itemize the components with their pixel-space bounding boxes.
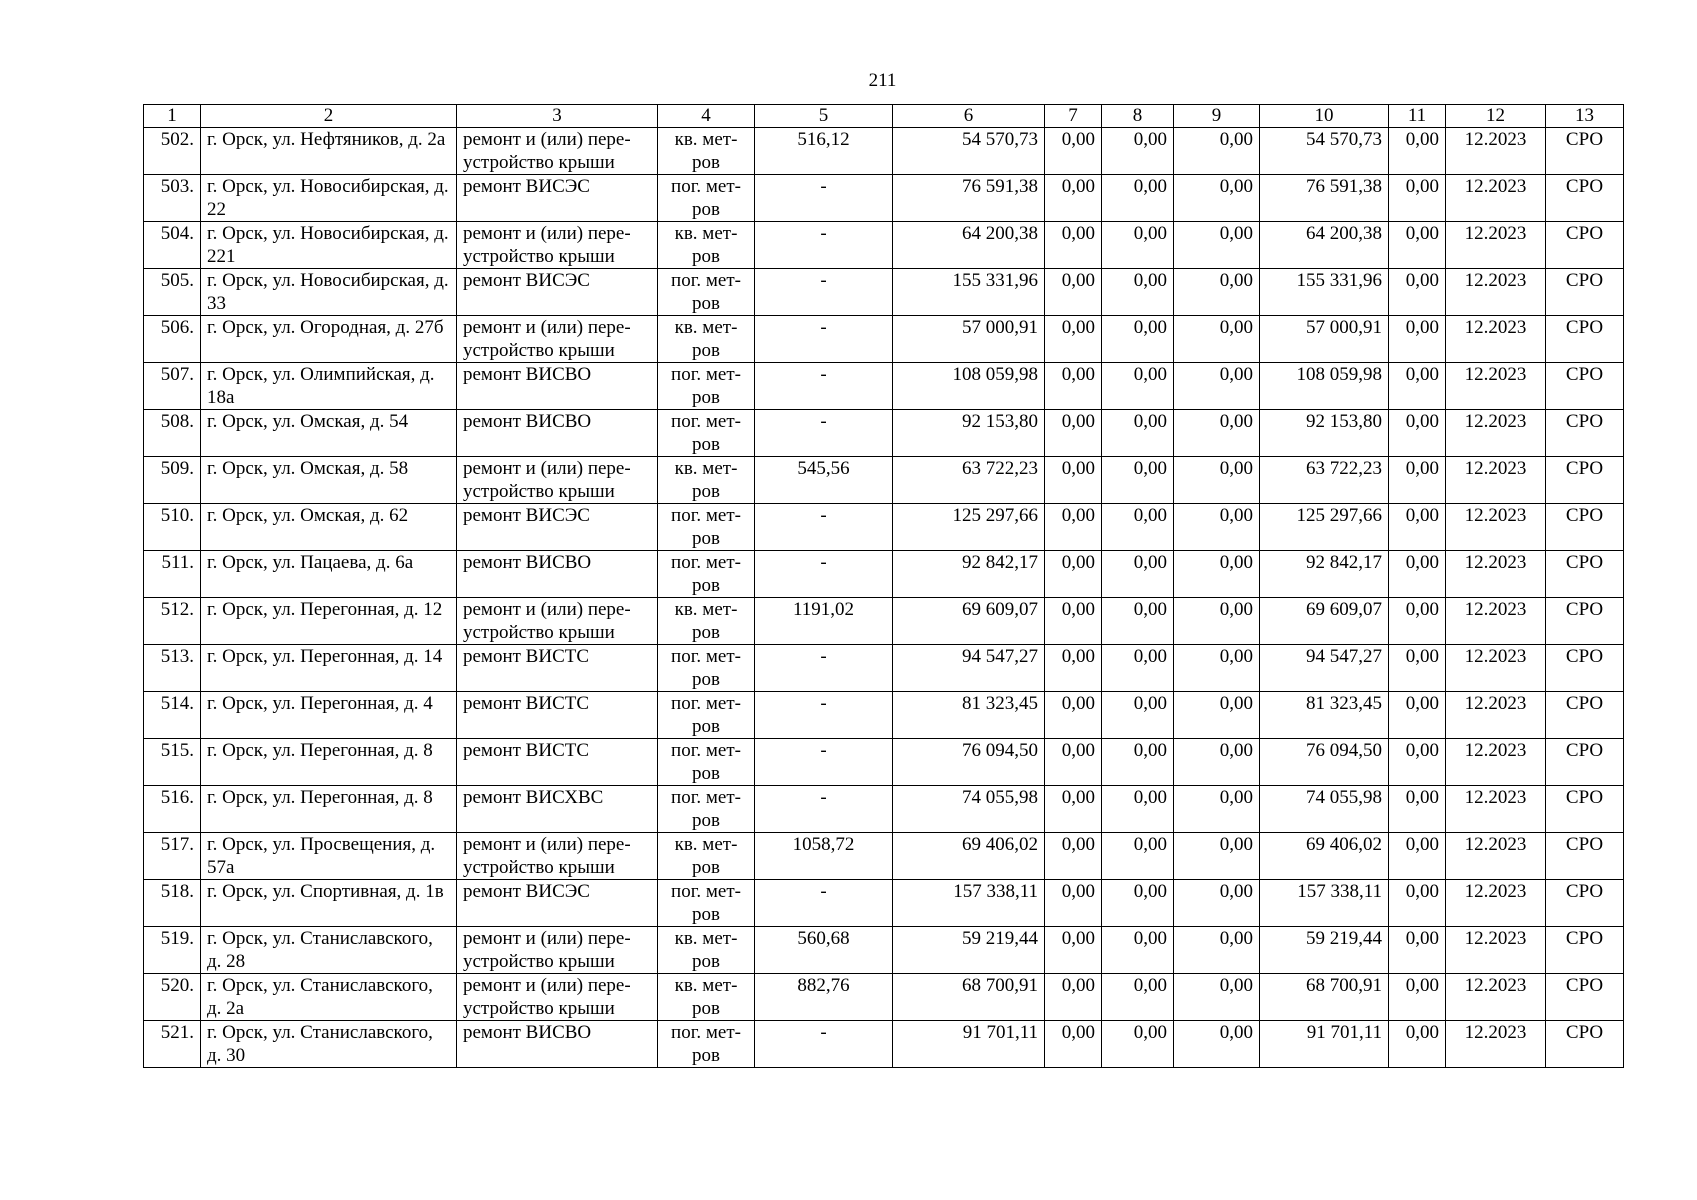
column-header-10: 10 — [1260, 105, 1389, 128]
address-cell: г. Орск, ул. Омская, д. 54 — [201, 410, 457, 457]
organization-cell: СРО — [1546, 880, 1624, 927]
quantity-cell: 545,56 — [755, 457, 893, 504]
unit-cell: пог. метров — [658, 692, 755, 739]
table-row — [144, 457, 1624, 504]
address-cell: г. Орск, ул. Перегонная, д. 8 — [201, 739, 457, 786]
table-body — [144, 128, 1624, 1068]
col9-cell: 0,00 — [1174, 833, 1260, 880]
table-row — [144, 504, 1624, 551]
work-type-cell: ремонт и (или) переустройство крыши — [457, 598, 658, 645]
col11-cell: 0,00 — [1389, 363, 1446, 410]
row-number-cell: 502. — [144, 128, 201, 175]
col8-cell: 0,00 — [1102, 410, 1174, 457]
column-header-4: 4 — [658, 105, 755, 128]
col8-cell: 0,00 — [1102, 974, 1174, 1021]
row-number-cell: 516. — [144, 786, 201, 833]
quantity-cell: 1191,02 — [755, 598, 893, 645]
table-row — [144, 363, 1624, 410]
address-cell: г. Орск, ул. Станиславского, д. 30 — [201, 1021, 457, 1068]
unit-cell: кв. метров — [658, 128, 755, 175]
table-row — [144, 833, 1624, 880]
col10-cell: 92 153,80 — [1260, 410, 1389, 457]
col9-cell: 0,00 — [1174, 880, 1260, 927]
row-number-cell: 510. — [144, 504, 201, 551]
quantity-cell: - — [755, 786, 893, 833]
address-cell: г. Орск, ул. Новосибирская, д. 33 — [201, 269, 457, 316]
column-header-6: 6 — [893, 105, 1045, 128]
col10-cell: 92 842,17 — [1260, 551, 1389, 598]
address-cell: г. Орск, ул. Просвещения, д. 57а — [201, 833, 457, 880]
date-cell: 12.2023 — [1446, 222, 1546, 269]
column-header-1: 1 — [144, 105, 201, 128]
col8-cell: 0,00 — [1102, 504, 1174, 551]
unit-cell: пог. метров — [658, 410, 755, 457]
quantity-cell: - — [755, 880, 893, 927]
col10-cell: 91 701,11 — [1260, 1021, 1389, 1068]
table-row — [144, 880, 1624, 927]
address-cell: г. Орск, ул. Пацаева, д. 6а — [201, 551, 457, 598]
cost-cell: 69 406,02 — [893, 833, 1045, 880]
cost-cell: 155 331,96 — [893, 269, 1045, 316]
table-row — [144, 739, 1624, 786]
col11-cell: 0,00 — [1389, 504, 1446, 551]
cost-cell: 68 700,91 — [893, 974, 1045, 1021]
date-cell: 12.2023 — [1446, 175, 1546, 222]
col7-cell: 0,00 — [1045, 786, 1102, 833]
col7-cell: 0,00 — [1045, 457, 1102, 504]
column-header-11: 11 — [1389, 105, 1446, 128]
col7-cell: 0,00 — [1045, 1021, 1102, 1068]
organization-cell: СРО — [1546, 457, 1624, 504]
col8-cell: 0,00 — [1102, 128, 1174, 175]
date-cell: 12.2023 — [1446, 551, 1546, 598]
table-row — [144, 598, 1624, 645]
address-cell: г. Орск, ул. Омская, д. 58 — [201, 457, 457, 504]
date-cell: 12.2023 — [1446, 974, 1546, 1021]
date-cell: 12.2023 — [1446, 1021, 1546, 1068]
date-cell: 12.2023 — [1446, 316, 1546, 363]
unit-cell: пог. метров — [658, 880, 755, 927]
table-row — [144, 222, 1624, 269]
organization-cell: СРО — [1546, 269, 1624, 316]
date-cell: 12.2023 — [1446, 692, 1546, 739]
quantity-cell: - — [755, 692, 893, 739]
col8-cell: 0,00 — [1102, 551, 1174, 598]
work-type-cell: ремонт и (или) переустройство крыши — [457, 974, 658, 1021]
col9-cell: 0,00 — [1174, 598, 1260, 645]
date-cell: 12.2023 — [1446, 645, 1546, 692]
work-type-cell: ремонт ВИСВО — [457, 1021, 658, 1068]
organization-cell: СРО — [1546, 363, 1624, 410]
col7-cell: 0,00 — [1045, 833, 1102, 880]
quantity-cell: - — [755, 645, 893, 692]
col7-cell: 0,00 — [1045, 128, 1102, 175]
address-cell: г. Орск, ул. Станиславского, д. 2а — [201, 974, 457, 1021]
work-type-cell: ремонт ВИСТС — [457, 692, 658, 739]
col8-cell: 0,00 — [1102, 645, 1174, 692]
work-type-cell: ремонт ВИСХВС — [457, 786, 658, 833]
col10-cell: 76 094,50 — [1260, 739, 1389, 786]
col11-cell: 0,00 — [1389, 457, 1446, 504]
work-type-cell: ремонт ВИСВО — [457, 551, 658, 598]
row-number-cell: 507. — [144, 363, 201, 410]
address-cell: г. Орск, ул. Перегонная, д. 4 — [201, 692, 457, 739]
cost-cell: 63 722,23 — [893, 457, 1045, 504]
unit-cell: кв. метров — [658, 598, 755, 645]
address-cell: г. Орск, ул. Огородная, д. 27б — [201, 316, 457, 363]
cost-cell: 157 338,11 — [893, 880, 1045, 927]
col11-cell: 0,00 — [1389, 175, 1446, 222]
col8-cell: 0,00 — [1102, 363, 1174, 410]
column-header-13: 13 — [1546, 105, 1624, 128]
date-cell: 12.2023 — [1446, 598, 1546, 645]
col11-cell: 0,00 — [1389, 880, 1446, 927]
cost-cell: 57 000,91 — [893, 316, 1045, 363]
row-number-cell: 518. — [144, 880, 201, 927]
work-type-cell: ремонт и (или) переустройство крыши — [457, 128, 658, 175]
col9-cell: 0,00 — [1174, 457, 1260, 504]
col11-cell: 0,00 — [1389, 410, 1446, 457]
col9-cell: 0,00 — [1174, 316, 1260, 363]
address-cell: г. Орск, ул. Омская, д. 62 — [201, 504, 457, 551]
work-type-cell: ремонт ВИСЭС — [457, 880, 658, 927]
column-header-3: 3 — [457, 105, 658, 128]
col9-cell: 0,00 — [1174, 645, 1260, 692]
unit-cell: кв. метров — [658, 974, 755, 1021]
organization-cell: СРО — [1546, 974, 1624, 1021]
col11-cell: 0,00 — [1389, 269, 1446, 316]
unit-cell: пог. метров — [658, 739, 755, 786]
date-cell: 12.2023 — [1446, 880, 1546, 927]
repair-schedule-table — [143, 104, 1624, 1068]
organization-cell: СРО — [1546, 551, 1624, 598]
table-row — [144, 692, 1624, 739]
col7-cell: 0,00 — [1045, 880, 1102, 927]
col10-cell: 54 570,73 — [1260, 128, 1389, 175]
table-row — [144, 645, 1624, 692]
organization-cell: СРО — [1546, 692, 1624, 739]
col8-cell: 0,00 — [1102, 1021, 1174, 1068]
unit-cell: кв. метров — [658, 457, 755, 504]
column-header-5: 5 — [755, 105, 893, 128]
row-number-cell: 503. — [144, 175, 201, 222]
col11-cell: 0,00 — [1389, 833, 1446, 880]
work-type-cell: ремонт ВИСТС — [457, 739, 658, 786]
col11-cell: 0,00 — [1389, 1021, 1446, 1068]
organization-cell: СРО — [1546, 598, 1624, 645]
organization-cell: СРО — [1546, 739, 1624, 786]
unit-cell: кв. метров — [658, 316, 755, 363]
col10-cell: 94 547,27 — [1260, 645, 1389, 692]
unit-cell: пог. метров — [658, 645, 755, 692]
quantity-cell: - — [755, 739, 893, 786]
quantity-cell: - — [755, 363, 893, 410]
col7-cell: 0,00 — [1045, 974, 1102, 1021]
unit-cell: пог. метров — [658, 504, 755, 551]
col10-cell: 157 338,11 — [1260, 880, 1389, 927]
col11-cell: 0,00 — [1389, 739, 1446, 786]
quantity-cell: - — [755, 410, 893, 457]
unit-cell: пог. метров — [658, 363, 755, 410]
date-cell: 12.2023 — [1446, 927, 1546, 974]
cost-cell: 125 297,66 — [893, 504, 1045, 551]
date-cell: 12.2023 — [1446, 410, 1546, 457]
column-header-2: 2 — [201, 105, 457, 128]
row-number-cell: 505. — [144, 269, 201, 316]
col7-cell: 0,00 — [1045, 598, 1102, 645]
row-number-cell: 519. — [144, 927, 201, 974]
unit-cell: пог. метров — [658, 551, 755, 598]
col11-cell: 0,00 — [1389, 786, 1446, 833]
quantity-cell: 1058,72 — [755, 833, 893, 880]
col7-cell: 0,00 — [1045, 645, 1102, 692]
work-type-cell: ремонт ВИСЭС — [457, 504, 658, 551]
organization-cell: СРО — [1546, 410, 1624, 457]
work-type-cell: ремонт ВИСЭС — [457, 269, 658, 316]
unit-cell: кв. метров — [658, 833, 755, 880]
col10-cell: 76 591,38 — [1260, 175, 1389, 222]
date-cell: 12.2023 — [1446, 786, 1546, 833]
cost-cell: 76 591,38 — [893, 175, 1045, 222]
work-type-cell: ремонт и (или) переустройство крыши — [457, 457, 658, 504]
address-cell: г. Орск, ул. Нефтяников, д. 2а — [201, 128, 457, 175]
col11-cell: 0,00 — [1389, 974, 1446, 1021]
row-number-cell: 515. — [144, 739, 201, 786]
col7-cell: 0,00 — [1045, 551, 1102, 598]
work-type-cell: ремонт и (или) переустройство крыши — [457, 833, 658, 880]
row-number-cell: 506. — [144, 316, 201, 363]
cost-cell: 91 701,11 — [893, 1021, 1045, 1068]
row-number-cell: 513. — [144, 645, 201, 692]
organization-cell: СРО — [1546, 504, 1624, 551]
cost-cell: 54 570,73 — [893, 128, 1045, 175]
quantity-cell: - — [755, 269, 893, 316]
date-cell: 12.2023 — [1446, 269, 1546, 316]
cost-cell: 69 609,07 — [893, 598, 1045, 645]
col8-cell: 0,00 — [1102, 222, 1174, 269]
table-row — [144, 974, 1624, 1021]
col9-cell: 0,00 — [1174, 739, 1260, 786]
work-type-cell: ремонт и (или) переустройство крыши — [457, 222, 658, 269]
cost-cell: 92 153,80 — [893, 410, 1045, 457]
col9-cell: 0,00 — [1174, 551, 1260, 598]
col8-cell: 0,00 — [1102, 598, 1174, 645]
cost-cell: 81 323,45 — [893, 692, 1045, 739]
quantity-cell: - — [755, 222, 893, 269]
work-type-cell: ремонт ВИСТС — [457, 645, 658, 692]
col11-cell: 0,00 — [1389, 128, 1446, 175]
col10-cell: 69 406,02 — [1260, 833, 1389, 880]
col7-cell: 0,00 — [1045, 692, 1102, 739]
col7-cell: 0,00 — [1045, 739, 1102, 786]
col7-cell: 0,00 — [1045, 363, 1102, 410]
organization-cell: СРО — [1546, 128, 1624, 175]
organization-cell: СРО — [1546, 927, 1624, 974]
col7-cell: 0,00 — [1045, 269, 1102, 316]
table-row — [144, 175, 1624, 222]
quantity-cell: - — [755, 551, 893, 598]
column-header-8: 8 — [1102, 105, 1174, 128]
row-number-cell: 511. — [144, 551, 201, 598]
col8-cell: 0,00 — [1102, 833, 1174, 880]
address-cell: г. Орск, ул. Перегонная, д. 8 — [201, 786, 457, 833]
col10-cell: 125 297,66 — [1260, 504, 1389, 551]
col11-cell: 0,00 — [1389, 927, 1446, 974]
organization-cell: СРО — [1546, 222, 1624, 269]
col10-cell: 57 000,91 — [1260, 316, 1389, 363]
cost-cell: 64 200,38 — [893, 222, 1045, 269]
cost-cell: 94 547,27 — [893, 645, 1045, 692]
cost-cell: 59 219,44 — [893, 927, 1045, 974]
address-cell: г. Орск, ул. Перегонная, д. 12 — [201, 598, 457, 645]
quantity-cell: - — [755, 316, 893, 363]
col10-cell: 155 331,96 — [1260, 269, 1389, 316]
quantity-cell: - — [755, 504, 893, 551]
col8-cell: 0,00 — [1102, 927, 1174, 974]
row-number-cell: 504. — [144, 222, 201, 269]
organization-cell: СРО — [1546, 786, 1624, 833]
column-header-7: 7 — [1045, 105, 1102, 128]
table-row — [144, 128, 1624, 175]
col8-cell: 0,00 — [1102, 692, 1174, 739]
cost-cell: 108 059,98 — [893, 363, 1045, 410]
col8-cell: 0,00 — [1102, 786, 1174, 833]
col9-cell: 0,00 — [1174, 128, 1260, 175]
col10-cell: 59 219,44 — [1260, 927, 1389, 974]
organization-cell: СРО — [1546, 175, 1624, 222]
col11-cell: 0,00 — [1389, 692, 1446, 739]
column-header-9: 9 — [1174, 105, 1260, 128]
col9-cell: 0,00 — [1174, 363, 1260, 410]
col10-cell: 64 200,38 — [1260, 222, 1389, 269]
col9-cell: 0,00 — [1174, 927, 1260, 974]
col10-cell: 81 323,45 — [1260, 692, 1389, 739]
quantity-cell: 516,12 — [755, 128, 893, 175]
table-row — [144, 410, 1624, 457]
col8-cell: 0,00 — [1102, 739, 1174, 786]
address-cell: г. Орск, ул. Новосибирская, д. 22 — [201, 175, 457, 222]
organization-cell: СРО — [1546, 1021, 1624, 1068]
page-number: 211 — [868, 70, 897, 91]
col10-cell: 69 609,07 — [1260, 598, 1389, 645]
col11-cell: 0,00 — [1389, 551, 1446, 598]
col8-cell: 0,00 — [1102, 316, 1174, 363]
col8-cell: 0,00 — [1102, 175, 1174, 222]
col9-cell: 0,00 — [1174, 786, 1260, 833]
col11-cell: 0,00 — [1389, 645, 1446, 692]
cost-cell: 76 094,50 — [893, 739, 1045, 786]
col7-cell: 0,00 — [1045, 410, 1102, 457]
col9-cell: 0,00 — [1174, 222, 1260, 269]
col9-cell: 0,00 — [1174, 175, 1260, 222]
col7-cell: 0,00 — [1045, 222, 1102, 269]
quantity-cell: 560,68 — [755, 927, 893, 974]
date-cell: 12.2023 — [1446, 739, 1546, 786]
col9-cell: 0,00 — [1174, 692, 1260, 739]
unit-cell: пог. метров — [658, 269, 755, 316]
table-row — [144, 786, 1624, 833]
unit-cell: пог. метров — [658, 1021, 755, 1068]
col9-cell: 0,00 — [1174, 410, 1260, 457]
work-type-cell: ремонт ВИСВО — [457, 363, 658, 410]
col9-cell: 0,00 — [1174, 1021, 1260, 1068]
row-number-cell: 520. — [144, 974, 201, 1021]
col9-cell: 0,00 — [1174, 269, 1260, 316]
quantity-cell: 882,76 — [755, 974, 893, 1021]
col10-cell: 68 700,91 — [1260, 974, 1389, 1021]
address-cell: г. Орск, ул. Спортивная, д. 1в — [201, 880, 457, 927]
date-cell: 12.2023 — [1446, 504, 1546, 551]
date-cell: 12.2023 — [1446, 457, 1546, 504]
unit-cell: кв. метров — [658, 222, 755, 269]
table-row — [144, 551, 1624, 598]
work-type-cell: ремонт ВИСЭС — [457, 175, 658, 222]
col7-cell: 0,00 — [1045, 504, 1102, 551]
work-type-cell: ремонт ВИСВО — [457, 410, 658, 457]
col10-cell: 108 059,98 — [1260, 363, 1389, 410]
organization-cell: СРО — [1546, 833, 1624, 880]
col8-cell: 0,00 — [1102, 880, 1174, 927]
col9-cell: 0,00 — [1174, 974, 1260, 1021]
col7-cell: 0,00 — [1045, 316, 1102, 363]
row-number-cell: 512. — [144, 598, 201, 645]
quantity-cell: - — [755, 175, 893, 222]
table-row — [144, 927, 1624, 974]
unit-cell: пог. метров — [658, 175, 755, 222]
work-type-cell: ремонт и (или) переустройство крыши — [457, 927, 658, 974]
date-cell: 12.2023 — [1446, 128, 1546, 175]
col11-cell: 0,00 — [1389, 598, 1446, 645]
quantity-cell: - — [755, 1021, 893, 1068]
date-cell: 12.2023 — [1446, 363, 1546, 410]
table-row — [144, 1021, 1624, 1068]
address-cell: г. Орск, ул. Перегонная, д. 14 — [201, 645, 457, 692]
column-number-row — [144, 105, 1624, 128]
col10-cell: 63 722,23 — [1260, 457, 1389, 504]
col7-cell: 0,00 — [1045, 927, 1102, 974]
row-number-cell: 514. — [144, 692, 201, 739]
col10-cell: 74 055,98 — [1260, 786, 1389, 833]
row-number-cell: 509. — [144, 457, 201, 504]
unit-cell: пог. метров — [658, 786, 755, 833]
row-number-cell: 521. — [144, 1021, 201, 1068]
address-cell: г. Орск, ул. Олимпийская, д. 18а — [201, 363, 457, 410]
unit-cell: кв. метров — [658, 927, 755, 974]
cost-cell: 92 842,17 — [893, 551, 1045, 598]
organization-cell: СРО — [1546, 645, 1624, 692]
col11-cell: 0,00 — [1389, 316, 1446, 363]
table-row — [144, 316, 1624, 363]
col8-cell: 0,00 — [1102, 457, 1174, 504]
address-cell: г. Орск, ул. Новосибирская, д. 221 — [201, 222, 457, 269]
col11-cell: 0,00 — [1389, 222, 1446, 269]
row-number-cell: 517. — [144, 833, 201, 880]
row-number-cell: 508. — [144, 410, 201, 457]
cost-cell: 74 055,98 — [893, 786, 1045, 833]
col7-cell: 0,00 — [1045, 175, 1102, 222]
table-row — [144, 269, 1624, 316]
col8-cell: 0,00 — [1102, 269, 1174, 316]
column-header-12: 12 — [1446, 105, 1546, 128]
date-cell: 12.2023 — [1446, 833, 1546, 880]
col9-cell: 0,00 — [1174, 504, 1260, 551]
work-type-cell: ремонт и (или) переустройство крыши — [457, 316, 658, 363]
address-cell: г. Орск, ул. Станиславского, д. 28 — [201, 927, 457, 974]
organization-cell: СРО — [1546, 316, 1624, 363]
